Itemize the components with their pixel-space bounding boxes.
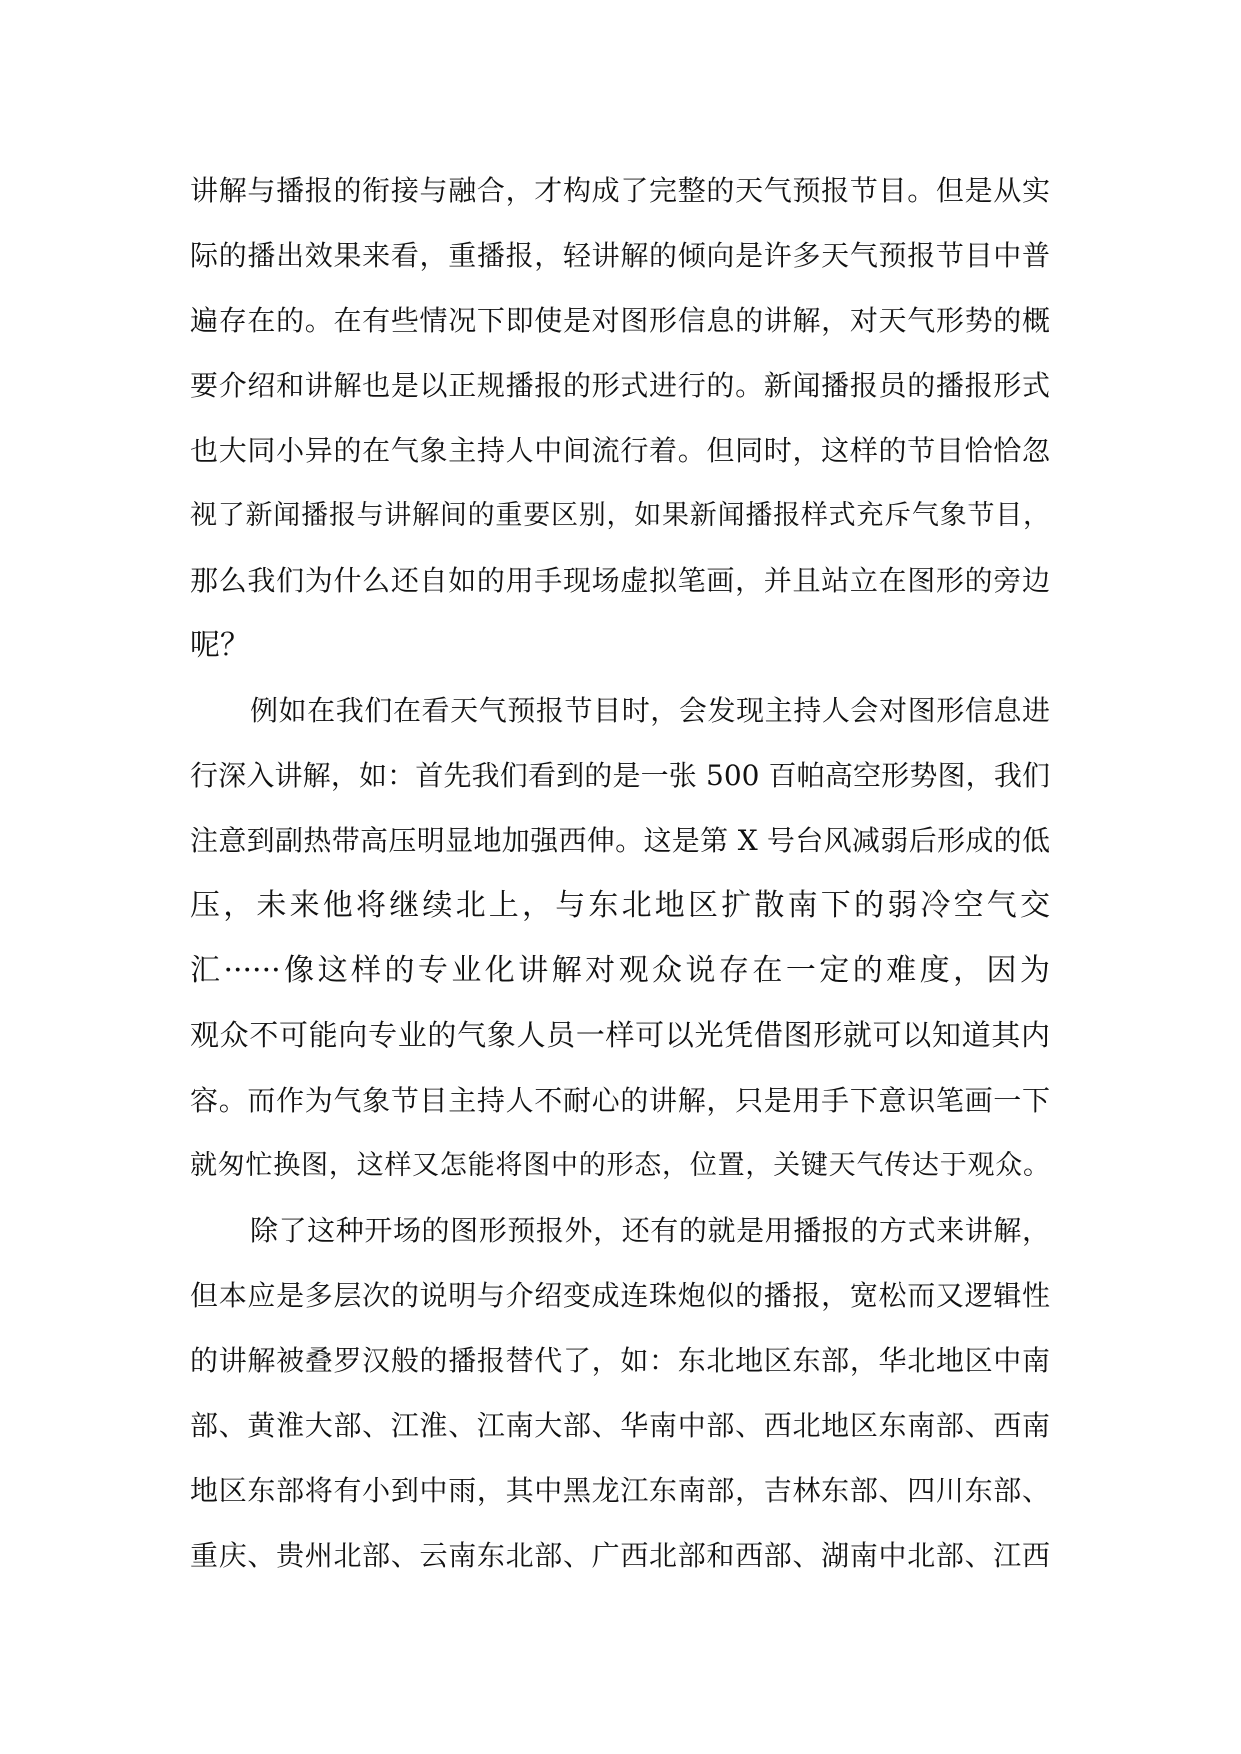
text-line: 例如在我们在看天气预报节目时，会发现主持人会对图形信息进	[250, 694, 1050, 727]
text-line: 重庆、贵州北部、云南东北部、广西北部和西部、湖南中北部、江西	[190, 1539, 1050, 1572]
text-line: 呢？	[190, 628, 250, 663]
text-line: 汇······像这样的专业化讲解对观众说存在一定的难度，因为	[190, 953, 1050, 988]
text-line: 但本应是多层次的说明与介绍变成连珠炮似的播报，宽松而又逻辑性	[190, 1279, 1050, 1312]
text-line: 除了这种开场的图形预报外，还有的就是用播报的方式来讲解，	[250, 1214, 1050, 1247]
text-line: 视了新闻播报与讲解间的重要区别，如果新闻播报样式充斥气象节目，	[190, 500, 1050, 531]
text-line: 压，未来他将继续北上，与东北地区扩散南下的弱冷空气交	[190, 888, 1050, 923]
body-text	[190, 158, 1050, 1588]
text-line: 就匆忙换图，这样又怎能将图中的形态，位置，关键天气传达于观众。	[190, 1150, 1050, 1181]
text-line: 部、黄淮大部、江淮、江南大部、华南中部、西北地区东南部、西南	[190, 1409, 1050, 1442]
text-line: 地区东部将有小到中雨，其中黑龙江东南部，吉林东部、四川东部、	[190, 1474, 1050, 1507]
text-line: 要介绍和讲解也是以正规播报的形式进行的。新闻播报员的播报形式	[190, 369, 1050, 402]
text-line: 也大同小异的在气象主持人中间流行着。但同时，这样的节目恰恰忽	[190, 434, 1050, 467]
text-line: 讲解与播报的衔接与融合，才构成了完整的天气预报节目。但是从实	[190, 174, 1050, 207]
text-line: 行深入讲解，如：首先我们看到的是一张 500 百帕高空形势图，我们	[190, 759, 1050, 792]
text-line: 的讲解被叠罗汉般的播报替代了，如：东北地区东部，华北地区中南	[190, 1344, 1050, 1377]
paragraph-3	[190, 1198, 1050, 1588]
paragraph-2	[190, 678, 1050, 1198]
text-line: 际的播出效果来看，重播报，轻讲解的倾向是许多天气预报节目中普	[190, 239, 1050, 272]
paragraph-1	[190, 158, 1050, 678]
text-line: 遍存在的。在有些情况下即使是对图形信息的讲解，对天气形势的概	[190, 304, 1050, 337]
text-line: 那么我们为什么还自如的用手现场虚拟笔画，并且站立在图形的旁边	[190, 564, 1050, 597]
text-line: 观众不可能向专业的气象人员一样可以光凭借图形就可以知道其内	[190, 1018, 1050, 1052]
text-line: 容。而作为气象节目主持人不耐心的讲解，只是用手下意识笔画一下	[190, 1084, 1050, 1117]
text-line: 注意到副热带高压明显地加强西伸。这是第 X 号台风减弱后形成的低	[190, 824, 1050, 857]
